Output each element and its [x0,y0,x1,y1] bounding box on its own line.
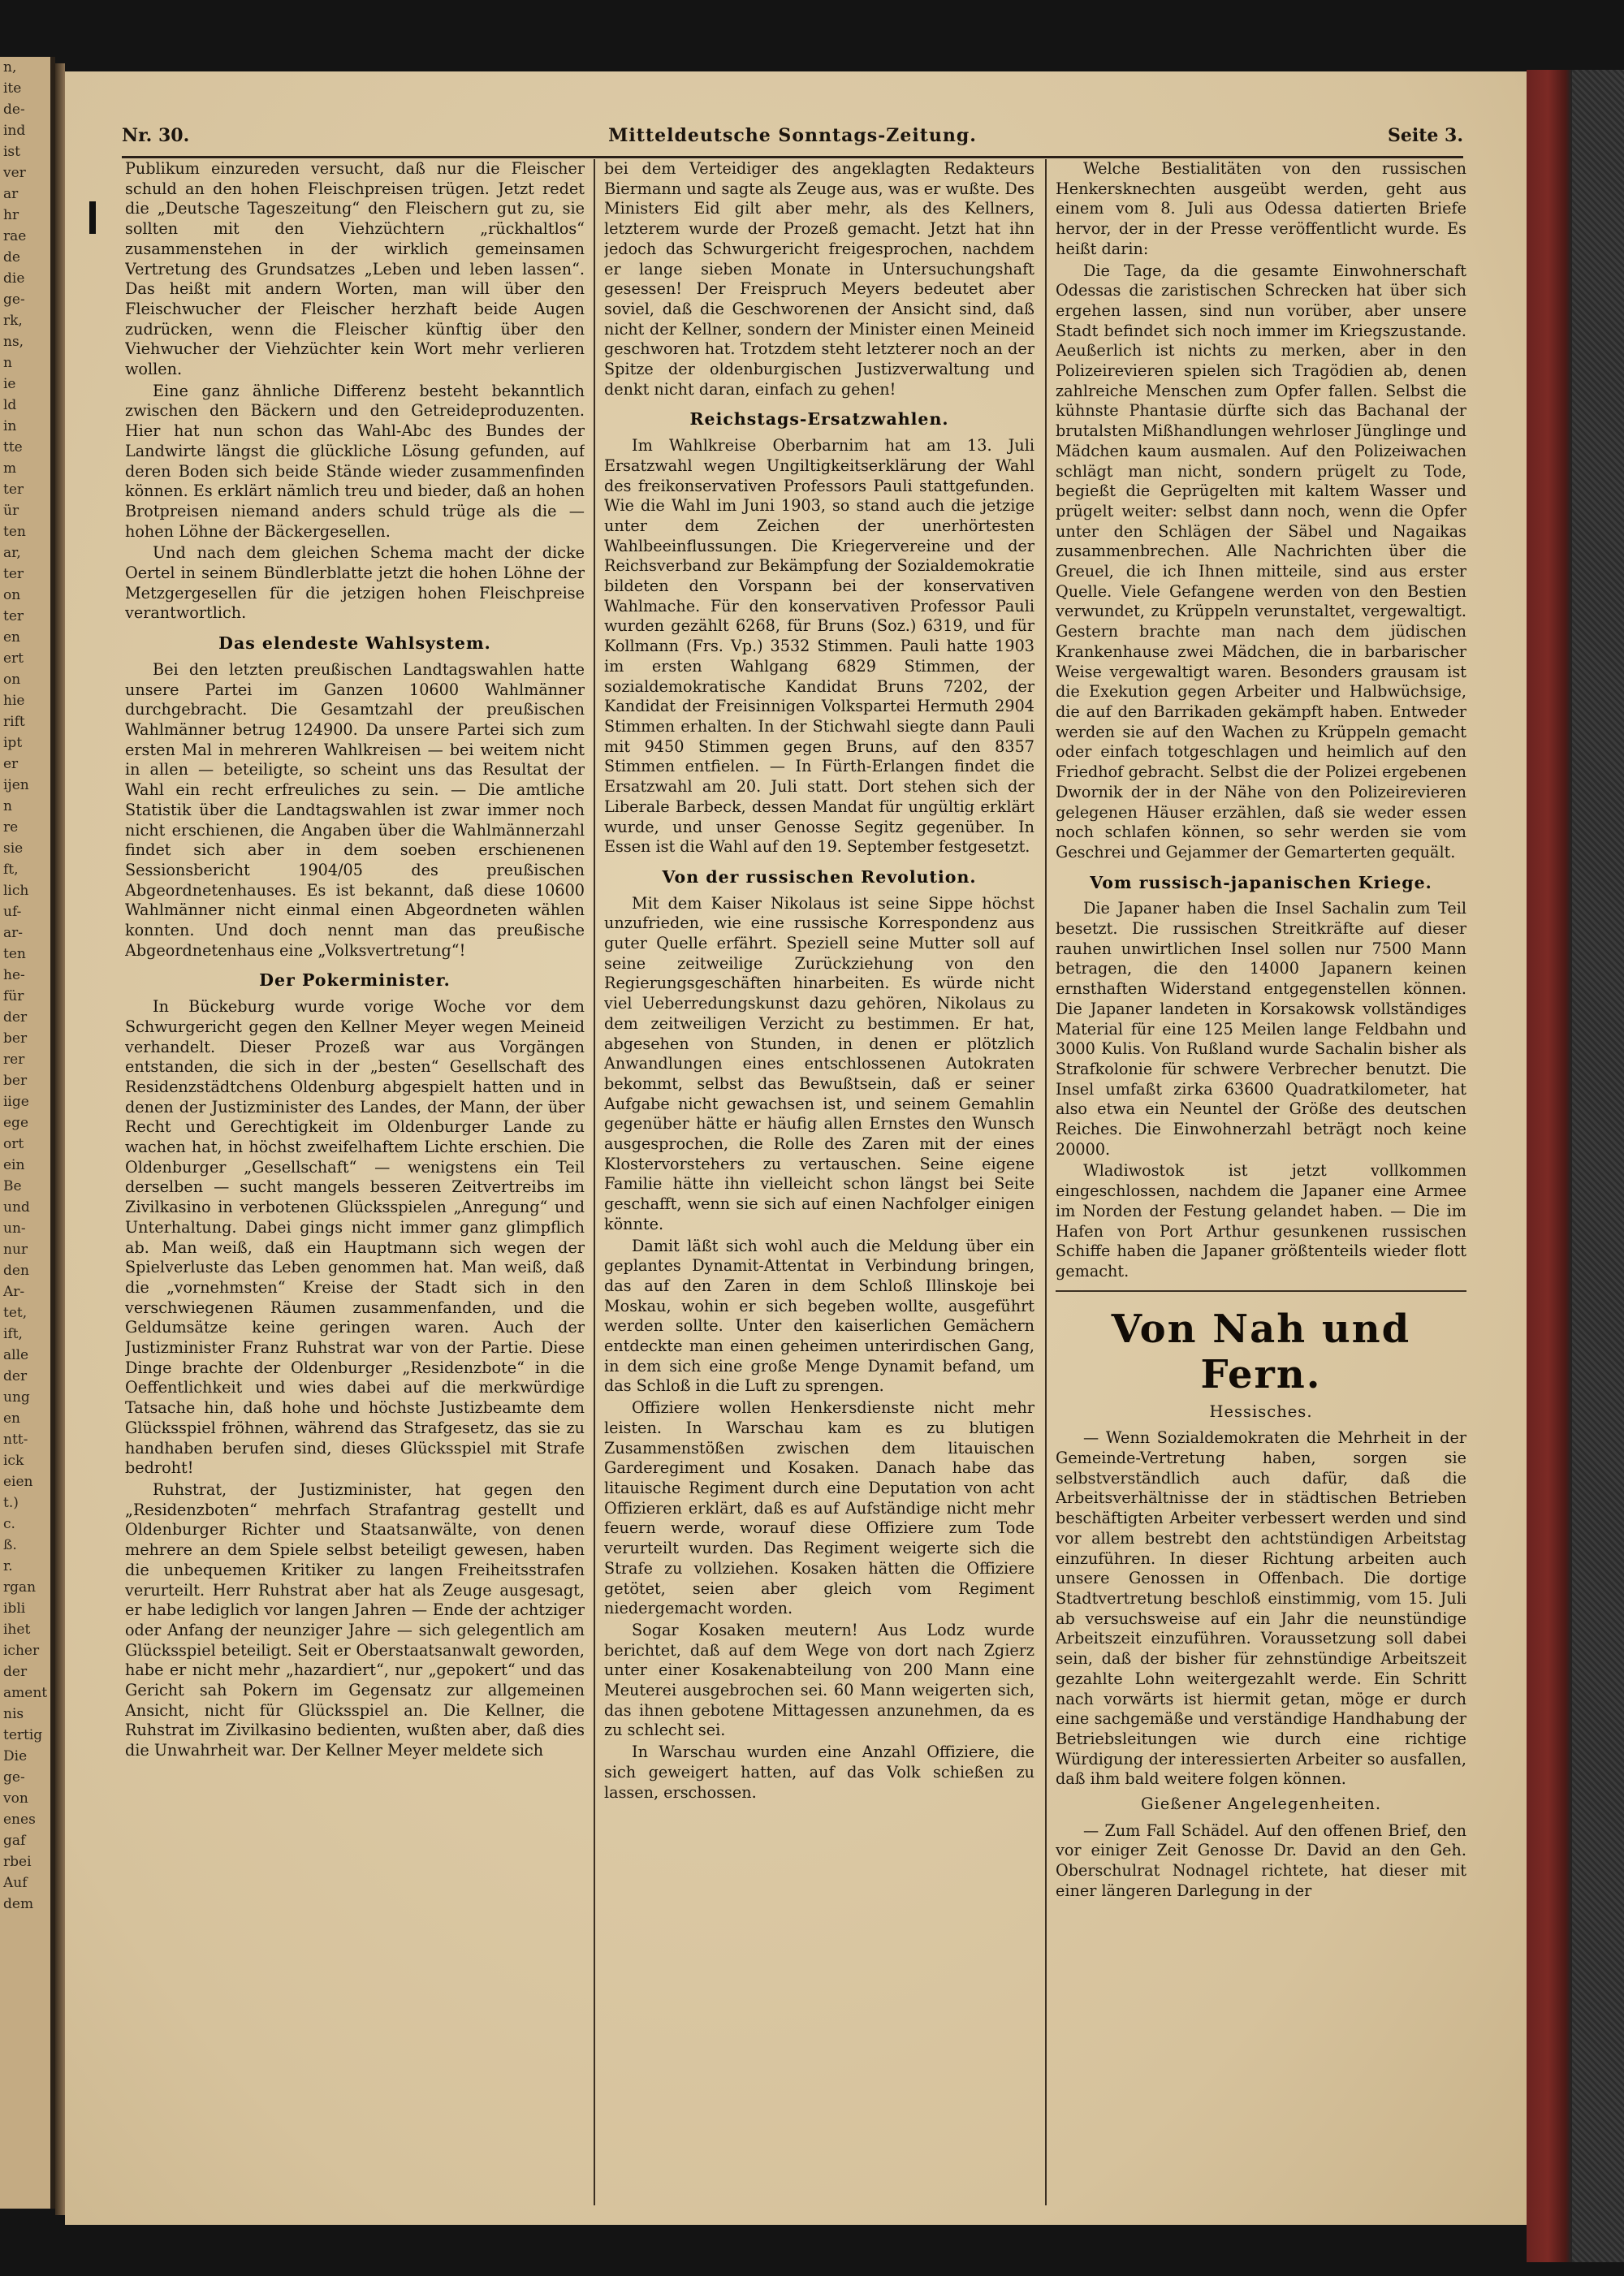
article-paragraph: Mit dem Kaiser Nikolaus ist seine Sippe höchst unzufrieden, wie eine russische Korrespondenz aus guter Quelle erfährt. Speziell seine Mutter soll auf seine zeitweilige Zurückziehung von den Regierungsgeschäften hinarbeiten. Es würde nicht viel Ueberredungskunst dazu gehören, Nikolaus zu dem zeitweiligen Verzicht zu bestimmen. Er hat, abgesehen von Stunden, in denen er plötzlich Anwandlungen eines entschlossenen Autokraten bekommt, selbst das Bewußtsein, daß er seiner Aufgabe nicht gewachsen ist, und seinem Gemahlin gegenüber hätte er häufig allen Ernstes den Wunsch ausgesprochen, die Rolle des Zaren mit der eines Klostervorstehers zu vertauschen. Seine eigene Familie hätte ihn vielleicht schon längst bei Seite geschafft, wenn sie sich auf einen Nachfolger einigen könnte. [604,893,1034,1233]
column-rule [594,159,595,2205]
facing-page-fragment: tet, [3,1305,28,1321]
article-paragraph: bei dem Verteidiger des angeklagten Redakteurs Biermann und sagte als Zeuge aus, was er wußte. Des Ministers Eid gilt aber mehr, als des Kellners, letzterem wurde der Prozeß gemacht. Jetzt hat ihn jedoch das Schwurgericht freigesprochen, nachdem er lange sieben Monate in Untersuchungshaft gesessen! Der Freispruch Meyers bedeutet aber soviel, daß die Geschworenen der Ansicht sind, daß nicht der Kellner, sondern der Minister einen Meineid geschworen hat. Trotzdem steht letzterer noch an der Spitze der oldenburgischen Justizverwaltung und denkt nicht daran, einfach zu gehen! [604,159,1034,399]
spine-cloth [1572,70,1624,2262]
facing-page-fragment: ld [3,397,17,413]
facing-page-fragment: un- [3,1220,26,1237]
facing-page-fragment: tte [3,439,23,456]
book-gutter [55,63,65,2215]
facing-page-fragment: rae [3,228,27,244]
facing-page-fragment: ß. [3,1537,17,1553]
facing-page-fragment: und [3,1199,30,1216]
facing-page-fragment: de- [3,101,25,118]
facing-page-fragment: ber [3,1030,28,1047]
facing-page-fragment: tertig [3,1727,43,1743]
article-paragraph: Offiziere wollen Henkersdienste nicht mehr leisten. In Warschau kam es zu blutigen Zusammenstößen zwischen dem litauischen Garderegiment und Kosaken. Danach habe das litauische Regiment durch eine Deputation von acht Offizieren erklärt, daß es auf Aufständige nicht mehr feuern werde, worauf diese Offiziere zum Tode verurteilt wurden. Das Regiment weigerte sich die Strafe zu vollziehen. Kosaken hätten die Offiziere getötet, seien aber gleich vom Regiment niedergemacht worden. [604,1398,1034,1618]
heading-russisch-japanischer-krieg: Vom russisch-japanischen Kriege. [1090,872,1432,892]
facing-page-fragment: nur [3,1242,28,1258]
facing-page-fragment: für [3,988,24,1004]
facing-page-fragment: Die [3,1748,28,1764]
facing-page-fragment: ibli [3,1600,26,1617]
facing-page-fragment: n, [3,59,17,76]
article-paragraph: — Zum Fall Schädel. Auf den offenen Brief, den vor einiger Zeit Genosse Dr. David an den Geh. Oberschulrat Nodnagel richtete, hat dieser mit einer längeren Darlegung in der [1056,1820,1466,1900]
facing-page-fragment: ick [3,1453,24,1469]
heading-pokerminister: Der Pokerminister. [259,970,451,991]
facing-page-fragment: die [3,270,25,287]
facing-page-fragment: rift [3,714,25,730]
facing-page-fragment: er [3,756,19,772]
facing-page-fragment: ar [3,186,19,202]
article-paragraph: In Bückeburg wurde vorige Woche vor dem Schwurgericht gegen den Kellner Meyer wegen Meineid verhandelt. Dieser Prozeß war aus Vorgängen entstanden, die sich in der „besten“ Gesellschaft des Residenzstädtchens Oldenburg abgespielt hatten und in denen der Justizminister des Landes, der Mann, der über Recht und Gerechtigkeit im Oldenburger Lande zu wachen hat, in höchst zweifelhaftem Lichte erschien. Die Oldenburger „Gesellschaft“ — wenigstens ein Teil derselben — sucht mangels besseren Zeitvertreibs im Zivilkasino in verbotenen Glücksspielen „Anregung“ und Unterhaltung. Dabei gings nicht immer ganz glimpflich ab. Man weiß, daß ein Hauptmann sich wegen der Spielverluste das Leben genommen hat. Man weiß, daß die „vornehmsten“ Kreise der Stadt sich in den verschwiegenen Räumen zusammenfanden, und die Geldumsätze keine geringen waren. Auch der Justizminister Franz Ruhstrat war von der Partie. Diese Dinge brachte der Oldenburger „Residenzbote“ in die Oeffentlichkeit und wies dabei auf die merkwürdige Tatsache hin, daß hohe und höchste Justizbeamte dem Glücksspiel fröhnen, während das Strafgesetz, das sie zu handhaben berufen sind, dieses Glücksspiel mit Strafe bedroht! [125,997,585,1478]
heading-reichstags-ersatzwahlen: Reichstags-Ersatzwahlen. [689,409,949,430]
facing-page-fragment: ert [3,650,24,667]
facing-page-fragment: der [3,1368,28,1384]
facing-page-fragment: ege [3,1115,29,1131]
article-paragraph: Ruhstrat, der Justizminister, hat gegen den „Residenzboten“ mehrfach Strafantrag gestellt und Oldenburger Richter und Staatsanwälte, von denen mehrere an dem Spiele selbst beteiligt gewesen, haben die unbequemen Kritiker zu langen Freiheitsstrafen verurteilt. Herr Ruhstrat aber hat als Zeuge ausgesagt, er habe lediglich vor langen Jahren — Ende der achtziger oder Anfang der neunziger Jahre — sich gelegentlich am Glücksspiel beteiligt. Seit er Oberstaatsanwalt geworden, habe er nicht mehr „hazardiert“, nur „gepokert“ und das Gericht sah Pokern im Gegensatz zur allgemeinen Ansicht, nicht für Glücksspiel an. Die Kellner, die Ruhstrat im Zivilkasino bedienten, wußten aber, daß dies die Unwahrheit war. Der Kellner Meyer meldete sich [125,1480,585,1760]
facing-page-fragment: rgan [3,1579,37,1596]
article-paragraph: Bei den letzten preußischen Landtagswahlen hatte unsere Partei im Ganzen 10600 Wahlmänner durchgebracht. Die Gesamtzahl der preußischen Wahlmänner betrug 124900. Da unsere Partei sich zum ersten Mal in mehreren Wahlkreisen — bei weitem nicht in allen — beteiligte, so scheint uns das Resultat der Wahl ein recht erfreuliches zu sein. — Die amtliche Statistik über die Landtagswahlen ist zwar immer noch nicht erschienen, die Angaben über die Wahlmännerzahl findet sich aber in dem soeben erschienenen Sessionsbericht 1904/05 des preußischen Abgeordnetenhauses. Es ist bekannt, daß diese 10600 Wahlmänner nicht einmal einen Abgeordneten wählen konnten. Und doch nennt man das preußische Abgeordnetenhaus eine „Volksvertretung“! [125,659,585,960]
facing-page-fragment: von [3,1790,28,1807]
facing-page-fragment: Ar- [3,1284,25,1300]
facing-page-fragment: ar, [3,545,21,561]
facing-page-fragment: hie [3,693,25,709]
issue-number: Nr. 30. [122,125,190,146]
facing-page-fragment: en [3,629,21,646]
facing-page-fragment: ament [3,1685,48,1701]
facing-page-fragment: ift, [3,1326,23,1342]
facing-page-fragment: ijen [3,777,29,793]
facing-page-fragment: ein [3,1157,25,1173]
page-number: Seite 3. [1387,125,1463,146]
facing-page-fragment: gaf [3,1833,26,1849]
column-rule [1045,159,1047,2205]
facing-page-fragment: ist [3,144,20,160]
facing-page-fragment: ntt- [3,1432,28,1448]
facing-page-fragment: ie [3,376,16,392]
article-paragraph: — Wenn Sozialdemokraten die Mehrheit in der Gemeinde-Vertretung haben, sorgen sie selbstverständlich auch dafür, daß die Arbeitsverhältnisse der in städtischen Betrieben beschäftigten Arbeiter verbessert werden und sind vor allem bestrebt den achtstündigen Arbeitstag einzuführen. In dieser Richtung arbeiten auch unsere Genossen in Offenbach. Die dortige Stadtvertretung beschloß einstimmig, vom 15. Juli ab versuchsweise auf ein Jahr die neunstündige Arbeitszeit einzuführen. Voraussetzung soll dabei sein, daß der bisher für zehnstündige Arbeitszeit gezahlte Lohn weitergezahlt werde. Ein Schritt nach vorwärts ist hiermit getan, möge er durch eine sachgemäße und verständige Handhabung der Betriebsleitungen wie durch eine richtige Würdigung der interessierten Arbeiter so ausfallen, daß ihm bald weitere folgen können. [1056,1428,1466,1789]
facing-page-fragment: en [3,1410,21,1427]
facing-page-fragment: rk, [3,313,23,329]
facing-page-fragment: rbei [3,1854,32,1870]
facing-page-fragment: ver [3,165,26,181]
facing-page-fragment: ar- [3,925,24,941]
margin-mark [89,201,96,234]
article-paragraph: Welche Bestialitäten von den russischen Henkersknechten ausgeübt werden, geht aus einem vom 8. Juli aus Odessa datierten Briefe hervor, der in der Presse veröffentlicht wurde. Es heißt darin: [1056,159,1466,258]
facing-page-fragment: Auf [3,1875,28,1891]
facing-page-fragment: on [3,672,21,688]
facing-page-fragment: ber [3,1073,28,1089]
column-1 [125,159,585,2205]
heading-russische-revolution: Von der russischen Revolution. [662,866,977,887]
facing-page-fragment: re [3,819,19,836]
article-paragraph: Die Tage, da die gesamte Einwohnerschaft Odessas die zaristischen Schrecken hat über sich ergehen lassen, sind nun vorüber, aber unsere Stadt befindet sich noch immer im Kriegszustande. Aeußerlich ist nichts zu merken, aber in den Polizeirevieren spielen sich Tragödien ab, denen zahlreiche Menschen zum Opfer fallen. Selbst die kühnste Phantasie dürfte sich das Bachanal der brutalsten Mißhandlungen wehrloser Jünglinge und Mädchen kaum ausmalen. Auf den Polizeiwachen schlägt man nicht, sondern prügelt zu Tode, begießt die Geprügelten mit kaltem Wasser und prügelt weiter: selbst dann noch, wenn die Opfer unter den Schlägen der Säbel und Nagaikas zusammenbrechen. Alle Nachrichten über die Greuel, die ich Ihnen mitteile, sind aus erster Quelle. Viele Gefangene werden von den Bestien verwundet, zu Krüppeln verunstaltet, vergewaltigt. Gestern brachte man nach dem jüdischen Krankenhause zwei Mädchen, die in barbarischer Weise vergewaltigt waren. Besonders grausam ist die Exekution gegen Arbeiter und Halbwüchsige, die auf den Barrikaden gekämpft haben. Entweder werden sie auf den Wachen zu Krüppeln gemacht oder einfach totgeschlagen und heimlich auf den Friedhof gebracht. Selbst die der Polizei ergebenen Dwornik der in der Nähe von den Polizeirevieren gelegenen Häuser erzählen, daß sie weder essen noch schlafen können, so sehr werden sie vom Geschrei und Gejammer der Gemarterten gequält. [1056,261,1466,862]
facing-page-fragment: icher [3,1643,40,1659]
facing-page-edge [0,57,55,2209]
facing-page-fragment: der [3,1664,28,1680]
facing-page-fragment: ite [3,80,22,97]
article-paragraph: Sogar Kosaken meutern! Aus Lodz wurde berichtet, daß auf dem Wege von dort nach Zgierz unter einer Kosakenabteilung von 200 Mann eine Meuterei ausgebrochen sei. 60 Mann weigerten sich, das ihnen gebotene Mittagessen anzunehmen, da es zu schlecht sei. [604,1620,1034,1740]
article-paragraph: Wladiwostok ist jetzt vollkommen eingeschlossen, nachdem die Japaner eine Armee im Norden der Festung gelandet haben. — Die im Hafen von Port Arthur gesunkenen russischen Schiffe haben die Japaner größtenteils wieder flott gemacht. [1056,1161,1466,1281]
facing-page-fragment: ge- [3,292,25,308]
facing-page-fragment: ort [3,1136,24,1152]
heading-wahlsystem: Das elendeste Wahlsystem. [218,633,491,654]
facing-page-fragment: ft, [3,862,19,878]
page-header [122,125,1463,154]
facing-page-fragment: uf- [3,904,22,920]
facing-page-fragment: lich [3,883,29,899]
facing-page-fragment: ge- [3,1769,25,1786]
facing-page-fragment: ter [3,608,24,624]
newspaper-title: Mitteldeutsche Sonntags-Zeitung. [608,125,977,146]
newspaper-page [65,71,1527,2225]
facing-page-fragment: den [3,1263,29,1279]
article-paragraph: Publikum einzureden versucht, daß nur die Fleischer schuld an den hohen Fleischpreisen trügen. Jetzt redet die „Deutsche Tageszeitung“ den Fleischern gut zu, sie sollten mit den Viehzüchtern „rückhaltlos“ zusammenstehen in der wirklich gemeinsamen Vertretung des Grundsatzes „Leben und leben lassen“. Das heißt mit andern Worten, man will über den Fleischwucher der Fleischer herzhaft beide Augen zudrücken, wenn die Fleischer künftig über den Viehwucher der Viehzüchter kein Wort mehr verlieren wollen. [125,159,585,379]
facing-page-fragment: ür [3,503,19,519]
facing-page-fragment: hr [3,207,19,223]
article-paragraph: Und nach dem gleichen Schema macht der dicke Oertel in seinem Bündlerblatte jetzt die hohen Löhne der Metzgergesellen für die jetzigen hohen Fleischpreise verantwortlich. [125,543,585,623]
heading-von-nah-und-fern: Von Nah und Fern. [1111,1306,1411,1397]
facing-page-fragment: dem [3,1896,34,1912]
facing-page-fragment: iige [3,1094,29,1110]
facing-page-fragment: rer [3,1052,25,1068]
column-3 [1056,159,1466,2205]
facing-page-fragment: ung [3,1389,30,1406]
facing-page-fragment: ns, [3,334,24,350]
facing-page-fragment: ter [3,566,24,582]
facing-page-fragment: enes [3,1812,36,1828]
facing-page-fragment: de [3,249,20,266]
article-paragraph: Eine ganz ähnliche Differenz besteht bekanntlich zwischen den Bäckern und den Getreideproduzenten. Hier hat nun schon das Wahl-Abc des Bundes der Landwirte längst die glückliche Lösung gefunden, auf deren Boden sich beide Stände wieder zusammenfinden können. Es erklärt nämlich treu und bieder, daß an hohen Brotpreisen niemand anders schuld trüge als die — hohen Löhne der Bäckergesellen. [125,381,585,541]
facing-page-fragment: on [3,587,21,603]
facing-page-fragment: ter [3,482,24,498]
subheading-hessisches: Hessisches. [1209,1401,1313,1421]
subheading-giessener-angelegenheiten: Gießener Angelegenheiten. [1140,1794,1382,1814]
facing-page-fragment: ten [3,524,26,540]
facing-page-fragment: nis [3,1706,24,1722]
book-spine [1527,70,1624,2262]
facing-page-fragment: der [3,1009,28,1026]
section-rule [1056,1290,1466,1292]
facing-page-fragment: ipt [3,735,23,751]
facing-page-fragment: m [3,460,17,477]
facing-page-fragment: t.) [3,1495,19,1511]
column-2 [604,159,1034,2205]
facing-page-fragment: c. [3,1516,15,1532]
facing-page-fragment: he- [3,967,25,983]
facing-page-fragment: eien [3,1474,33,1490]
article-paragraph: In Warschau wurden eine Anzahl Offiziere, die sich geweigert hatten, auf das Volk schießen zu lassen, erschossen. [604,1743,1034,1802]
facing-page-fragment: alle [3,1347,29,1363]
facing-page-fragment: in [3,418,17,434]
article-paragraph: Die Japaner haben die Insel Sachalin zum Teil besetzt. Die russischen Streitkräfte auf dieser rauhen unwirtlichen Insel sollen nur 7500 Mann betragen, die den 14000 Japanern keinen ernsthaften Widerstand entgegenstellen können. Die Japaner landeten in Korsakowsk vollständiges Material für eine 125 Meilen lange Feldbahn und 3000 Kulis. Von Rußland wurde Sachalin bisher als Strafkolonie für schwere Verbrecher benutzt. Die Insel umfaßt zirka 63600 Quadratkilometer, hat also etwa ein Neuntel der Größe des deutschen Reiches. Die Einwohnerzahl beträgt noch keine 20000. [1056,899,1466,1159]
facing-page-fragment: ten [3,946,26,962]
facing-page-fragment: sie [3,840,24,857]
facing-page-fragment: n [3,798,12,814]
header-rule [122,156,1463,158]
facing-page-fragment: ihet [3,1622,31,1638]
article-paragraph: Damit läßt sich wohl auch die Meldung über ein geplantes Dynamit-Attentat in Verbindung bringen, das auf den Zaren in dem Schloß Illinskoje bei Moskau, wohin er sich begeben wollte, ausgeführt werden sollte. Unter den kaiserlichen Gemächern entdeckte man einen geheimen unterirdischen Gang, in dem sich eine große Menge Dynamit befand, um das Schloß in die Luft zu sprengen. [604,1236,1034,1396]
facing-page-fragment: r. [3,1558,13,1574]
facing-page-fragment: ind [3,123,26,139]
article-paragraph: Im Wahlkreise Oberbarnim hat am 13. Juli Ersatzwahl wegen Ungiltigkeitserklärung der Wahl des freikonservativen Professors Pauli stattgefunden. Wie die Wahl im Juni 1903, so stand auch die jetzige unter dem Zeichen der unerhörtesten Wahlbeeinflussungen. Die Kriegervereine und der Reichsverband zur Bekämpfung der Sozialdemokratie bildeten den Vorspann bei der konservativen Wahlmache. Für den konservativen Professor Pauli wurden gezählt 6268, für Bruns (Soz.) 6319, und für Kollmann (Frs. Vp.) 3532 Stimmen. Pauli hatte 1903 im ersten Wahlgang 6829 Stimmen, der sozialdemokratische Kandidat Bruns 7202, der Kandidat der Freisinnigen Volkspartei Hermuth 2904 Stimmen erhalten. In der Stichwahl siegte dann Pauli mit 9450 Stimmen gegen Bruns, auf den 8357 Stimmen entfielen. — In Fürth-Erlangen findet die Ersatzwahl am 20. Juli statt. Dort stehen sich der Liberale Barbeck, dessen Mandat für ungültig erklärt wurde, und unser Genosse Segitz gegenüber. In Essen ist die Wahl auf den 19. September festgesetzt. [604,436,1034,857]
facing-page-fragment: Be [3,1178,22,1194]
facing-page-fragment: n [3,355,12,371]
